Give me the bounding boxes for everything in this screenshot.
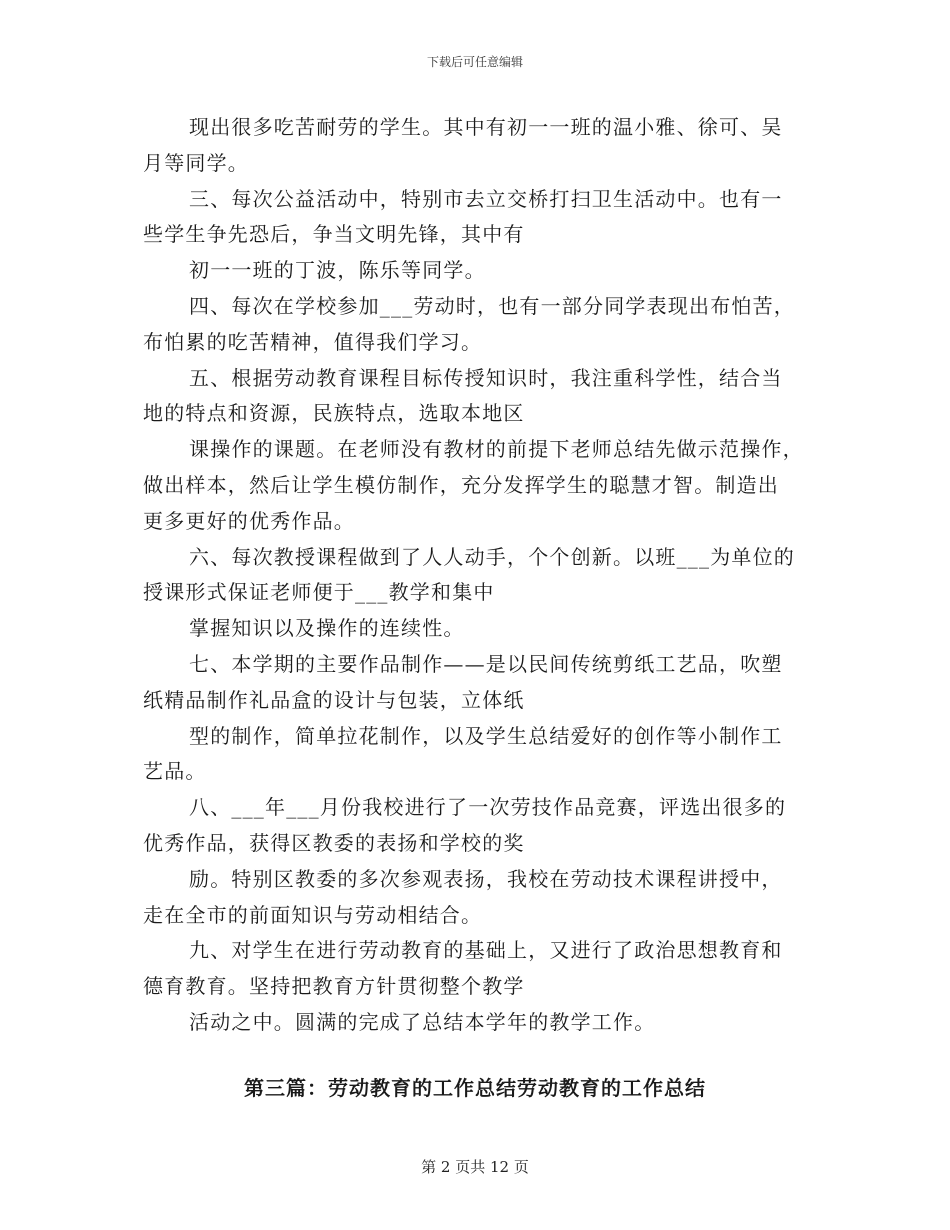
body-line: 活动之中。圆满的完成了总结本学年的教学工作。: [189, 1009, 656, 1034]
body-line: 地的特点和资源，民族特点，选取本地区: [143, 401, 525, 426]
body-line: 三、每次公益活动中，特别市去立交桥打扫卫生活动中。也有一: [189, 186, 783, 211]
body-line: 现出很多吃苦耐劳的学生。其中有初一一班的温小雅、徐可、吴: [189, 115, 783, 139]
page-header: 下载后可任意编辑: [426, 55, 523, 69]
body-line: 五、根据劳动教育课程目标传授知识时，我注重科学性，结合当: [189, 365, 783, 390]
body-line: 掌握知识以及操作的连续性。: [189, 616, 465, 641]
page-footer: 第 2 页共 12 页: [421, 1158, 529, 1176]
body-line: 四、每次在学校参加___劳动时，也有一部分同学表现出布怕苦，: [189, 293, 795, 318]
body-line: 型的制作，简单拉花制作，以及学生总结爱好的创作等小制作工: [189, 723, 783, 748]
section-heading: 第三篇：劳动教育的工作总结劳动教育的工作总结: [244, 1076, 706, 1100]
body-line: 艺品。: [143, 759, 207, 784]
body-line: 励。特别区教委的多次参观表扬，我校在劳动技术课程讲授中，: [189, 866, 783, 891]
body-line: 做出样本，然后让学生模仿制作，充分发挥学生的聪慧才智。制造出: [143, 472, 779, 497]
document-body: [143, 110, 808, 1041]
body-line: 八、___年___月份我校进行了一次劳技作品竞赛，评选出很多的: [189, 795, 787, 820]
body-line: 初一一班的丁波，陈乐等同学。: [189, 258, 486, 283]
body-line: 更多更好的优秀作品。: [143, 508, 355, 533]
body-line: 纸精品制作礼品盒的设计与包装，立体纸: [143, 687, 525, 712]
body-line: 课操作的课题。在老师没有教材的前提下老师总结先做示范操作，: [189, 437, 804, 462]
body-line: 优秀作品，获得区教委的表扬和学校的奖: [143, 830, 525, 855]
body-line: 德育教育。坚持把教育方针贯彻整个教学: [143, 974, 525, 999]
body-line: 七、本学期的主要作品制作——是以民间传统剪纸工艺品，吹塑: [189, 651, 783, 676]
body-line: 布怕累的吃苦精神，值得我们学习。: [143, 329, 483, 354]
body-line: 六、每次教授课程做到了人人动手，个个创新。以班___为单位的: [189, 544, 795, 569]
body-line: 些学生争先恐后，争当文明先锋，其中有: [143, 222, 525, 247]
body-line: 授课形式保证老师便于___教学和集中: [143, 580, 495, 605]
body-line: 九、对学生在进行劳动教育的基础上，又进行了政治思想教育和: [189, 938, 783, 963]
body-line: 月等同学。: [143, 150, 249, 175]
body-line: 走在全市的前面知识与劳动相结合。: [143, 902, 483, 927]
